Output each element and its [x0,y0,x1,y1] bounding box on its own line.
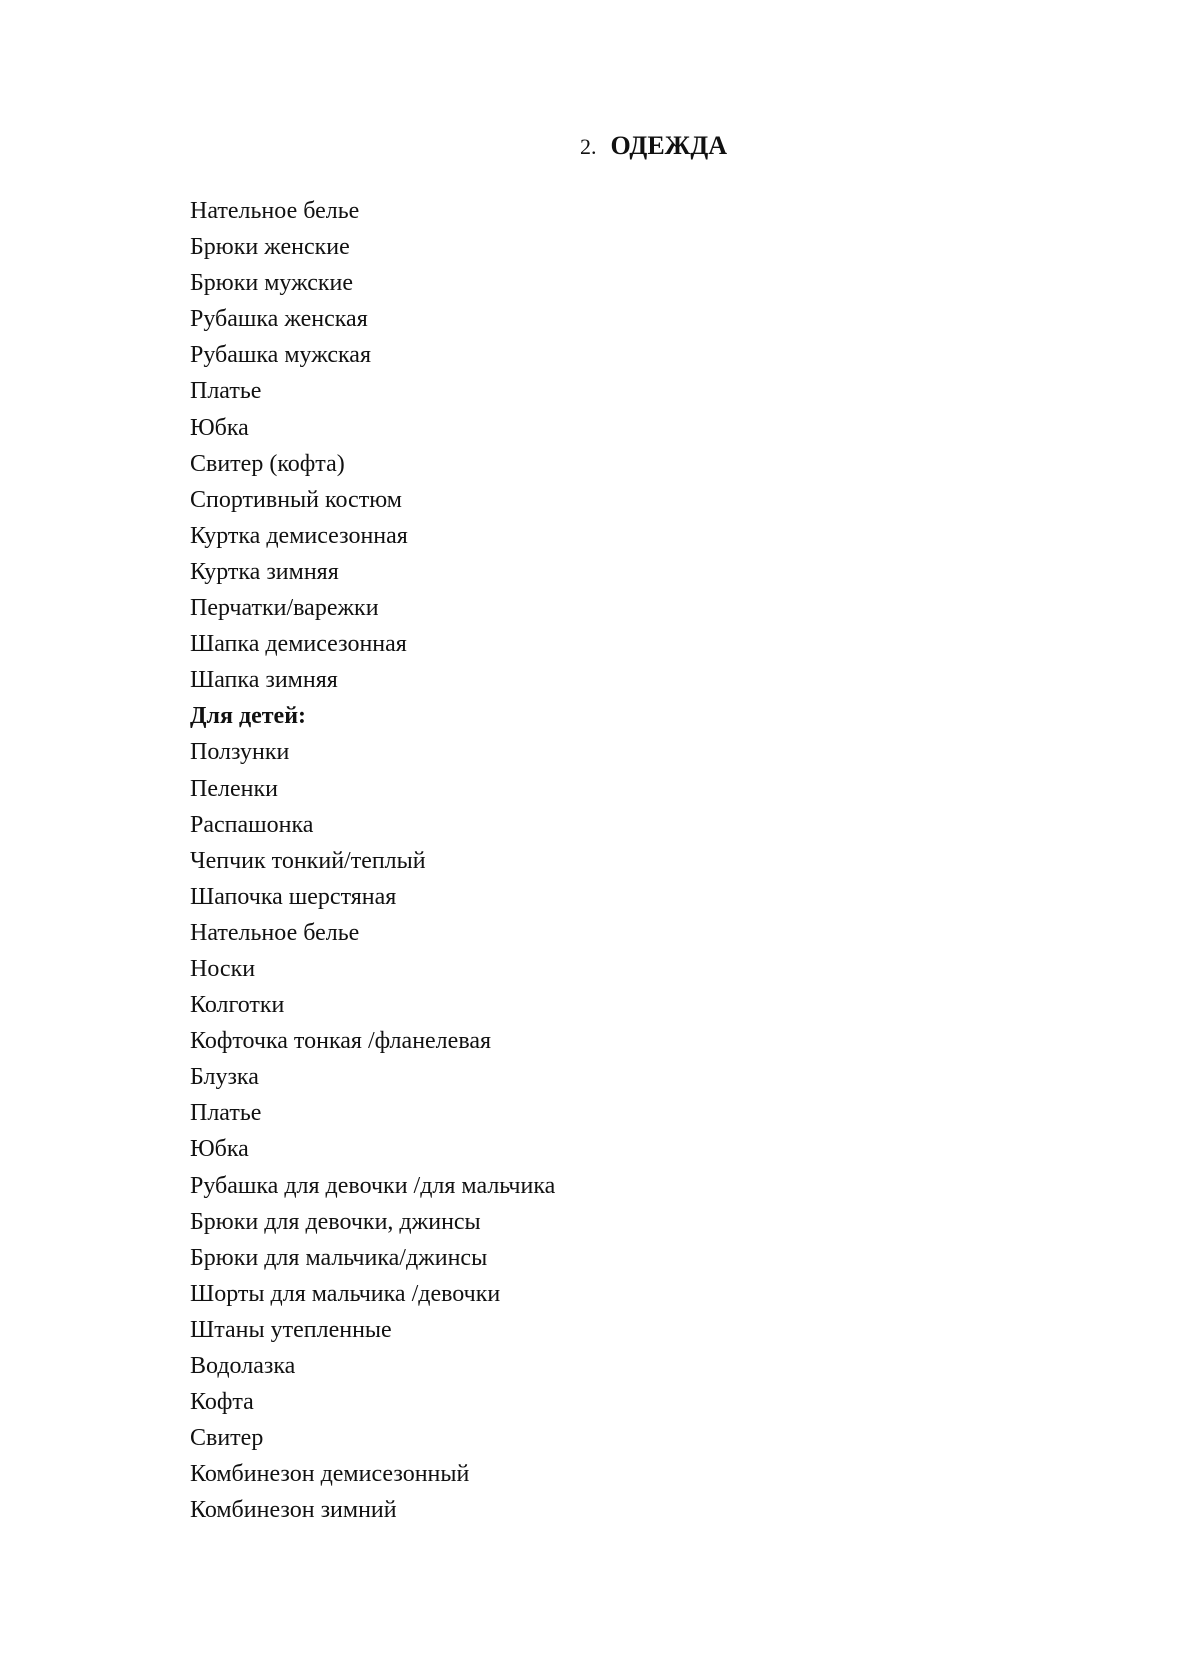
section-title: ОДЕЖДА [610,131,728,160]
list-item: Штаны утепленные [190,1316,392,1343]
list-item: Брюки для мальчика/джинсы [190,1244,488,1271]
list-item: Брюки женские [190,234,350,261]
list-item: Нательное белье [190,198,360,224]
list-item: Колготки [190,992,285,1019]
list-item: Рубашка женская [190,306,368,333]
list-item: Ползунки [190,739,290,766]
list-item: Кофта [190,1389,254,1416]
section-heading [580,128,727,165]
clothing-list [190,193,555,1528]
list-item: Распашонка [190,811,314,838]
list-item: Комбинезон демисезонный [190,1461,470,1488]
list-item: Рубашка для девочки /для мальчика [190,1172,556,1199]
list-item: Чепчик тонкий/теплый [190,847,426,874]
list-item: Юбка [190,1136,249,1163]
section-number: 2. [580,134,597,159]
list-item: Юбка [190,414,249,441]
list-item: Платье [190,378,262,405]
list-item: Блузка [190,1064,259,1091]
list-item: Водолазка [190,1353,296,1379]
list-item: Носки [190,955,256,982]
list-item: Комбинезон зимний [190,1497,397,1524]
list-item: Шапка демисезонная [190,631,407,658]
list-item: Нательное белье [190,919,360,946]
list-item: Свитер (кофта) [190,450,345,477]
list-item: Брюки для девочки, джинсы [190,1208,481,1235]
list-item: Свитер [190,1425,264,1452]
list-item: Шапочка шерстяная [190,883,397,910]
list-item: Кофточка тонкая /фланелевая [190,1028,492,1055]
children-subheading: Для детей: [190,703,307,730]
list-item: Пеленки [190,775,278,802]
list-item: Шорты для мальчика /девочки [190,1280,501,1307]
list-item: Шапка зимняя [190,667,338,694]
list-item: Перчатки/варежки [190,595,379,622]
list-item: Спортивный костюм [190,486,402,513]
list-item: Куртка зимняя [190,558,339,585]
list-item: Брюки мужские [190,270,354,297]
list-item: Куртка демисезонная [190,522,408,549]
list-item: Платье [190,1100,262,1127]
list-item: Рубашка мужская [190,342,371,369]
